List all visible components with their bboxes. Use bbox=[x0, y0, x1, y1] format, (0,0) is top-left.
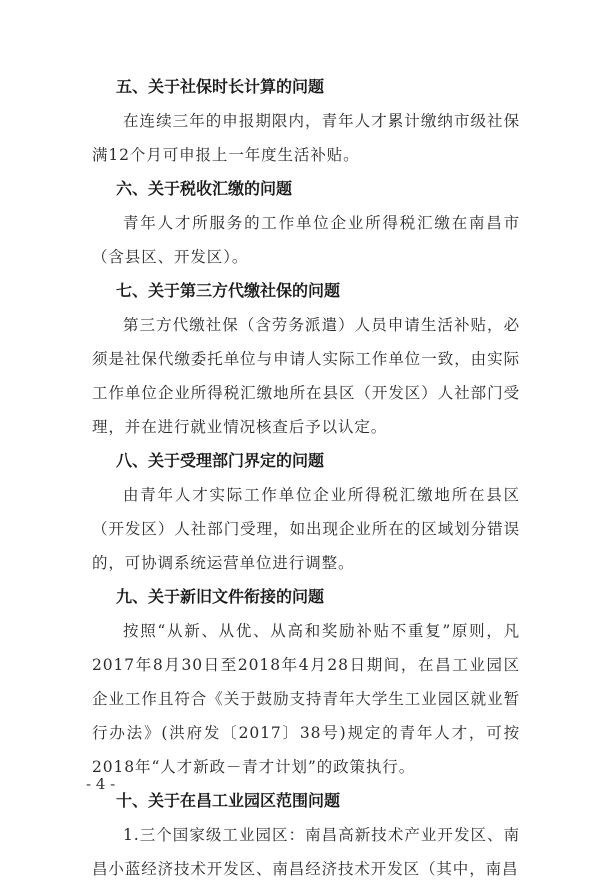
section-heading-5: 五、关于社保时长计算的问题 bbox=[116, 77, 325, 96]
page-number: - 4 - bbox=[86, 775, 116, 793]
section-paragraph-9: 按照“从新、从优、从高和奖励补贴不重复”原则，凡2017年8月30日至2018年4月28日期间，在昌工业园区企业工作且符合《关于鼓励支持青年大学生工业园区就业暂行办法》(洪府发〔2017〕38号)规定的青年人才，可按2018年“人才新政－青才计划”的政策执行。 bbox=[92, 622, 520, 776]
section-heading-7: 七、关于第三方代缴社保的问题 bbox=[116, 281, 341, 300]
section-heading-6: 六、关于税收汇缴的问题 bbox=[116, 179, 293, 198]
section-heading-8: 八、关于受理部门界定的问题 bbox=[116, 451, 325, 470]
section-paragraph-7: 第三方代缴社保（含劳务派遣）人员申请生活补贴，必须是社保代缴委托单位与申请人实际工作单位一致，由实际工作单位企业所得税汇缴地所在县区（开发区）人社部门受理，并在进行就业情况核查后予以认定。 bbox=[92, 316, 520, 436]
section-paragraph-8: 由青年人才实际工作单位企业所得税汇缴地所在县区（开发区）人社部门受理，如出现企业所在的区域划分错误的，可协调系统运营单位进行调整。 bbox=[92, 486, 520, 572]
section-paragraph-6: 青年人才所服务的工作单位企业所得税汇缴在南昌市（含县区、开发区）。 bbox=[92, 214, 520, 266]
section-paragraph-5: 在连续三年的申报期限内，青年人才累计缴纳市级社保满12个月可申报上一年度生活补贴。 bbox=[92, 112, 520, 164]
section-heading-9: 九、关于新旧文件衔接的问题 bbox=[116, 587, 325, 606]
section-paragraph-10: 1.三个国家级工业园区：南昌高新技术产业开发区、南昌小蓝经济技术开发区、南昌经济技术开发区（其中，南昌 bbox=[92, 826, 520, 878]
section-heading-10: 十、关于在昌工业园区范围问题 bbox=[116, 791, 341, 810]
document-body bbox=[92, 70, 520, 886]
